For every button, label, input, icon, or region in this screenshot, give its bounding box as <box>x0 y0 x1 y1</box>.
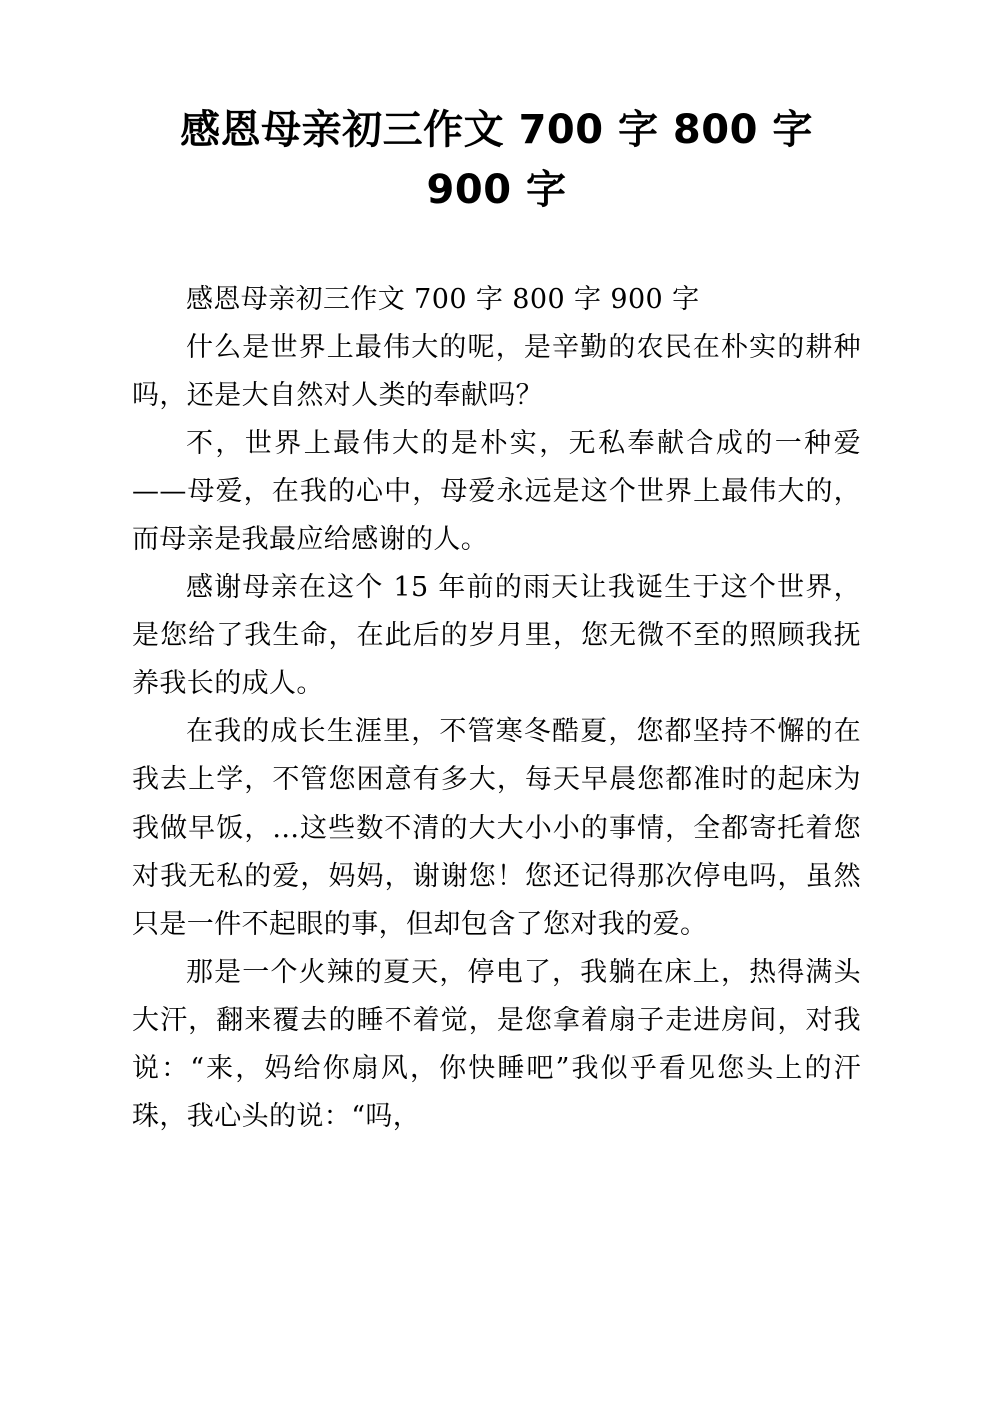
document-body <box>132 276 861 1141</box>
paragraph: 什么是世界上最伟大的呢，是辛勤的农民在朴实的耕种吗，还是大自然对人类的奉献吗？ <box>132 332 861 412</box>
page-title: 感恩母亲初三作文 700 字 800 字 900 字 <box>180 107 813 213</box>
paragraph: 在我的成长生涯里，不管寒冬酷夏，您都坚持不懈的在我去上学，不管您困意有多大，每天早晨您都准时的起床为我做早饭，...这些数不清的大大小小的事情，全都寄托着您对我无私的爱，妈妈，谢谢您！您还记得那次停电吗，虽然只是一件不起眼的事，但却包含了您对我的爱。 <box>132 716 861 940</box>
paragraph: 不，世界上最伟大的是朴实，无私奉献合成的一种爱——母爱，在我的心中，母爱永远是这个世界上最伟大的，而母亲是我最应给感谢的人。 <box>132 428 861 556</box>
paragraph: 感恩母亲初三作文 700 字 800 字 900 字 <box>186 284 700 315</box>
paragraph: 感谢母亲在这个 15 年前的雨天让我诞生于这个世界，是您给了我生命，在此后的岁月里，您无微不至的照顾我抚养我长的成人。 <box>132 572 861 700</box>
paragraph: 那是一个火辣的夏天，停电了，我躺在床上，热得满头大汗，翻来覆去的睡不着觉，是您拿着扇子走进房间，对我说：“来，妈给你扇风，你快睡吧”我似乎看见您头上的汗珠，我心头的说：“吗， <box>132 956 861 1132</box>
